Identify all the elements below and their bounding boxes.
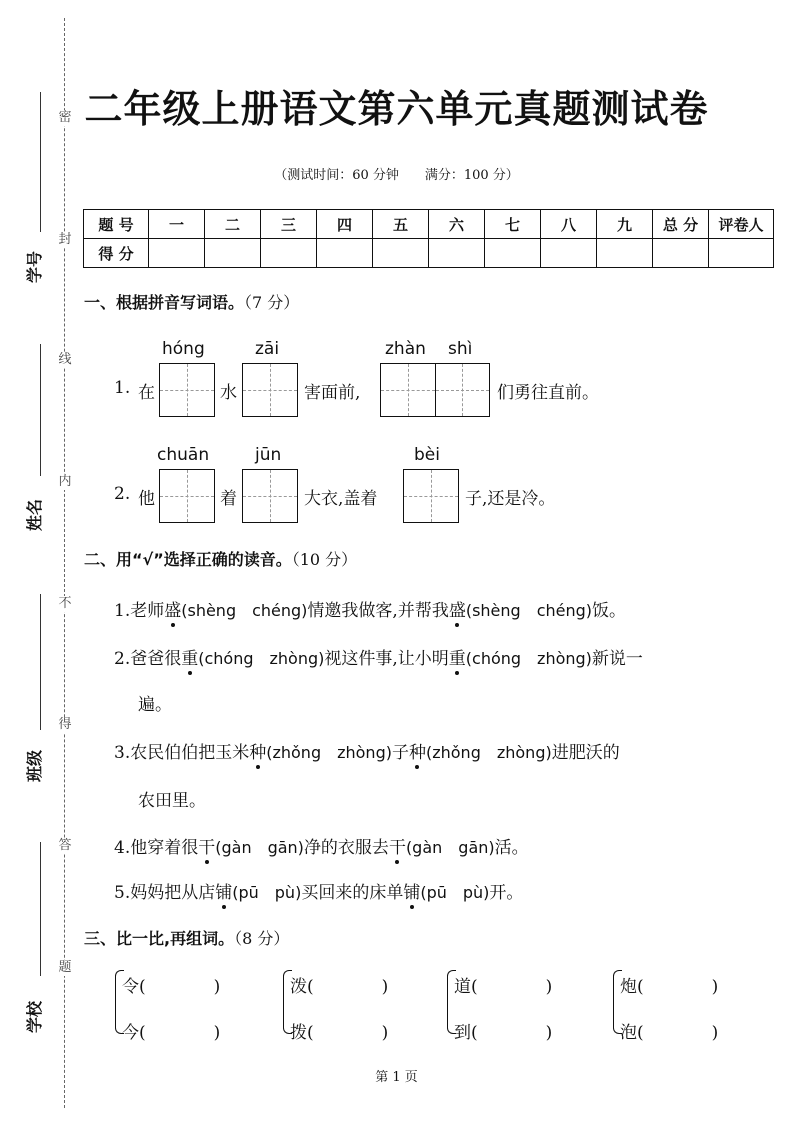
dotted-char: 重: [448, 649, 466, 669]
writing-box[interactable]: [242, 469, 298, 523]
score-column: 一: [149, 210, 205, 239]
score-table: [83, 209, 774, 268]
word-pair-bottom[interactable]: 拨( ): [290, 1023, 389, 1043]
text: 们勇往直前。: [497, 383, 599, 403]
text: 子,还是冷。: [465, 489, 556, 509]
word-pair-bottom[interactable]: 到( ): [454, 1023, 553, 1043]
score-column: 五: [373, 210, 429, 239]
section-3-points: （8 分）: [234, 929, 290, 948]
class-label: 班级: [25, 749, 44, 782]
pinyin: zhàn: [385, 339, 426, 359]
question-line: 1.老师盛(shèng chéng)情邀我做客,并帮我盛(shèng chéng)饭。: [114, 601, 627, 621]
name-line: [40, 344, 41, 476]
text: 他: [138, 489, 155, 509]
score-column: 四: [317, 210, 373, 239]
class-line: [40, 594, 41, 730]
page-number: 第 1 页: [375, 1070, 418, 1085]
score-column: 六: [429, 210, 485, 239]
text: 着: [220, 489, 237, 509]
word-pair-bottom[interactable]: 今( ): [122, 1023, 221, 1043]
score-column: 七: [485, 210, 541, 239]
word-pair-top[interactable]: 令( ): [122, 977, 221, 997]
pinyin-options[interactable]: (shèng chéng): [465, 601, 593, 620]
dotted-char: 干: [388, 838, 406, 858]
pinyin-options[interactable]: (chóng zhòng): [198, 649, 325, 668]
score-cell[interactable]: [429, 239, 485, 268]
question-line: 2.爸爸很重(chóng zhòng)视这件事,让小明重(chóng zhòng)新说一: [114, 649, 643, 669]
score-cell[interactable]: [653, 239, 709, 268]
score-table-score-row: [84, 239, 774, 268]
score-cell[interactable]: [317, 239, 373, 268]
seal-char: 线: [56, 352, 74, 368]
school-line: [40, 842, 41, 976]
student-id-label: 学号: [25, 250, 44, 283]
score-cell[interactable]: [541, 239, 597, 268]
pinyin: jūn: [255, 445, 282, 465]
section-1-title: 一、根据拼音写词语。: [84, 293, 245, 312]
writing-box[interactable]: [242, 363, 298, 417]
score-header-label: 题 号: [84, 210, 149, 239]
pinyin-options[interactable]: (zhǒng zhòng): [266, 743, 392, 762]
score-cell[interactable]: [373, 239, 429, 268]
question-line: 3.农民伯伯把玉米种(zhǒng zhòng)子种(zhǒng zhòng)进肥沃的: [114, 743, 620, 763]
score-cell[interactable]: [485, 239, 541, 268]
text: 水: [220, 383, 237, 403]
score-row-label: 得 分: [84, 239, 149, 268]
dotted-char: 盛: [448, 601, 466, 621]
score-cell[interactable]: [709, 239, 774, 268]
pinyin-options[interactable]: (pū pù): [232, 883, 302, 902]
seal-char: 内: [56, 474, 74, 490]
pinyin: bèi: [414, 445, 440, 465]
score-cell[interactable]: [205, 239, 261, 268]
score-column: 三: [261, 210, 317, 239]
score-cell[interactable]: [597, 239, 653, 268]
dotted-char: 铺: [403, 883, 421, 903]
text: 在: [138, 383, 155, 403]
word-pair-top[interactable]: 炮( ): [620, 977, 719, 997]
pinyin-options[interactable]: (zhǒng zhòng): [425, 743, 552, 762]
score-table-header-row: [84, 210, 774, 239]
writing-box[interactable]: [159, 363, 215, 417]
score-column: 二: [205, 210, 261, 239]
score-column-total: 总 分: [653, 210, 709, 239]
seal-char: 密: [56, 110, 74, 126]
page-title: 二年级上册语文第六单元真题测试卷: [84, 87, 709, 131]
pinyin: chuān: [157, 445, 210, 465]
writing-box[interactable]: [403, 469, 459, 523]
writing-box-double[interactable]: [380, 363, 490, 417]
pinyin: hóng: [162, 339, 205, 359]
section-1-points: （7 分）: [244, 293, 300, 312]
score-column: 九: [597, 210, 653, 239]
score-cell[interactable]: [261, 239, 317, 268]
section-3-heading: [84, 926, 289, 949]
text: 害面前,: [304, 383, 361, 403]
section-2-title: 二、用“√”选择正确的读音。: [84, 550, 292, 569]
question-continuation: 农田里。: [138, 791, 206, 811]
section-2-points: （10 分）: [291, 550, 358, 569]
question-line: 4.他穿着很干(gàn gān)净的衣服去干(gàn gān)活。: [114, 838, 529, 858]
name-label: 姓名: [25, 498, 44, 531]
pinyin-options[interactable]: (pū pù): [420, 883, 490, 902]
question-line: 5.妈妈把从店铺(pū pù)买回来的床单铺(pū pù)开。: [114, 883, 524, 903]
school-label: 学校: [25, 1000, 44, 1033]
dotted-char: 种: [408, 743, 426, 763]
seal-char: 答: [56, 838, 74, 854]
section-1-heading: [84, 290, 299, 313]
word-pair-top[interactable]: 道( ): [454, 977, 553, 997]
score-column-grader: 评卷人: [709, 210, 774, 239]
seal-char: 得: [56, 717, 74, 733]
question-number: 1.: [114, 378, 131, 398]
section-2-heading: [84, 547, 357, 570]
dotted-char: 重: [181, 649, 199, 669]
seal-char: 不: [56, 596, 74, 612]
word-pair-bottom[interactable]: 泡( ): [620, 1023, 719, 1043]
seal-char: 题: [56, 960, 74, 976]
pinyin: zāi: [255, 339, 280, 359]
test-info: （测试时间：60 分钟 满分：100 分）: [274, 168, 519, 183]
pinyin-options[interactable]: (gàn gān): [215, 838, 304, 857]
word-pair-top[interactable]: 泼( ): [290, 977, 389, 997]
dotted-char: 盛: [164, 601, 182, 621]
dotted-char: 种: [249, 743, 267, 763]
text: 大衣,盖着: [304, 489, 378, 509]
dotted-char: 铺: [215, 883, 233, 903]
seal-char: 封: [56, 232, 74, 248]
writing-box[interactable]: [159, 469, 215, 523]
question-continuation: 遍。: [138, 695, 172, 715]
pinyin-options[interactable]: (gàn gān): [405, 838, 495, 857]
pinyin-options[interactable]: (shèng chéng): [181, 601, 308, 620]
pinyin-options[interactable]: (chóng zhòng): [465, 649, 592, 668]
score-cell[interactable]: [149, 239, 205, 268]
dotted-char: 干: [198, 838, 216, 858]
section-3-title: 三、比一比,再组词。: [84, 929, 235, 948]
question-number: 2.: [114, 484, 131, 504]
pinyin: shì: [448, 339, 473, 359]
score-column: 八: [541, 210, 597, 239]
